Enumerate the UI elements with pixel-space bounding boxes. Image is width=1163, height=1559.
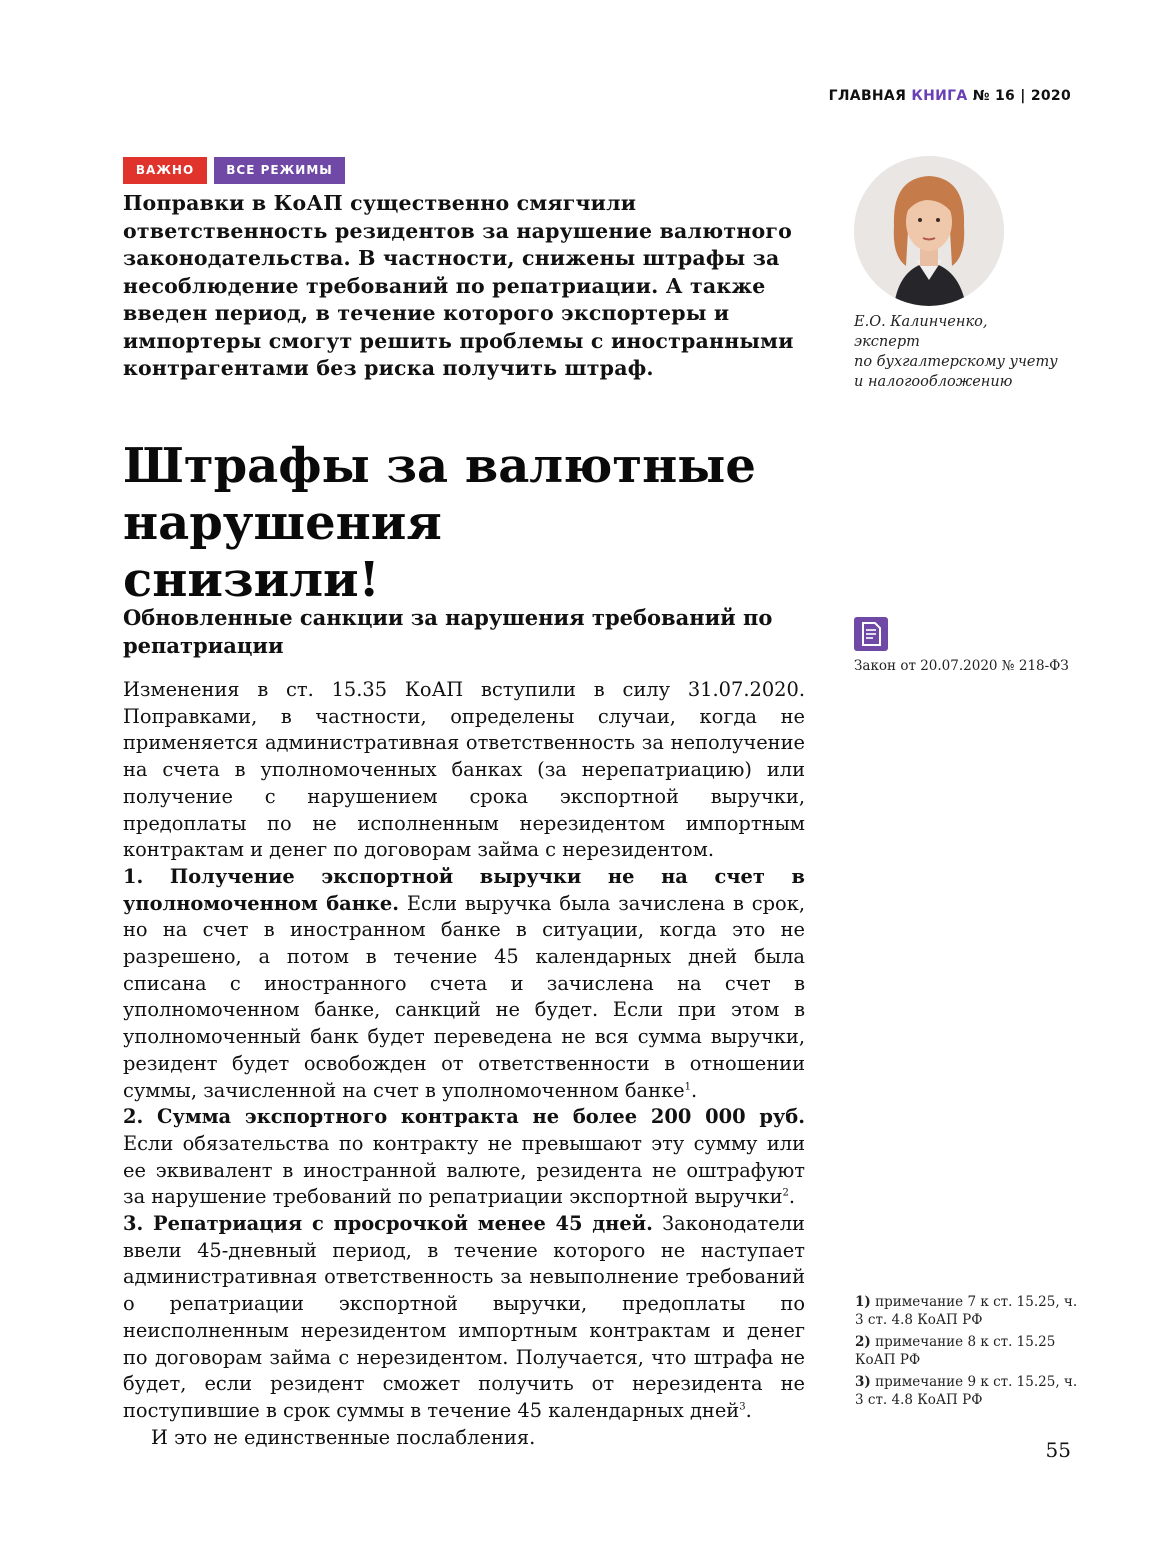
- tag-important: ВАЖНО: [123, 157, 207, 184]
- item-2-title: 2. Сумма экспортного контракта не более 200 000 руб.: [123, 1105, 805, 1129]
- author-name: Е.О. Калинченко,: [854, 314, 988, 330]
- article-title: [123, 438, 1083, 609]
- footnote-text: примечание 8 к ст. 15.25 КоАП РФ: [855, 1334, 1056, 1368]
- title-line-1: Штрафы за валютные нарушения: [123, 438, 756, 551]
- lead-paragraph: Поправки в КоАП существенно смягчили ответственность резидентов за нарушение валютного законодательства. В частности, снижены штрафы за несоблюдение требований по репатриации. А также введен период, в течение которого экспортеры и импортеры смогут решить проблемы с иностранными контрагентами без риска получить штраф.: [123, 191, 794, 380]
- law-reference: Закон от 20.07.2020 № 218-ФЗ: [854, 658, 1069, 674]
- author-portrait-icon: [854, 156, 1004, 306]
- item-3-title: 3. Репатриация с просрочкой менее 45 дней.: [123, 1212, 653, 1236]
- footnote-number: 3): [855, 1374, 871, 1390]
- footnote-number: 1): [855, 1294, 871, 1310]
- brand-first: ГЛАВНАЯ: [828, 88, 907, 104]
- list-item-1: 1. Получение экспортной выручки не на счет в уполномоченном банке. Если выручка была зачислена в срок, но на счет в иностранном банке в ситуации, когда это не разрешено, а потом в течение 45 календарных дней была списана с иностранного счета и зачислена на счет в уполномоченном банке, санкций не будет. Если при этом в уполномоченный банк будет переведена не вся сумма выручки, резидент будет освобожден от ответственности в отношении суммы, зачисленной на счет в уполномоченном банке$^1$.: [123, 864, 805, 1102]
- footnote-ref-3: 3: [739, 1401, 746, 1413]
- author-photo: [854, 156, 1004, 306]
- list-item-3: 3. Репатриация с просрочкой менее 45 дней. Законодатели ввели 45-дневный период, в течение которого не наступает административная ответственность за невыполнение требований о репатриации экспортной выручки, предоплаты по неисполненным нерезидентом импортным контрактам и денег по договорам займа с нерезидентом. Получается, что штрафа не будет, если резидент сможет получить от нерезидента не поступившие в срок суммы в течение 45 календарных дней$^3$.: [123, 1212, 805, 1422]
- list-item-2: 2. Сумма экспортного контракта не более 200 000 руб. Если обязательства по контракту не превышают эту сумму или ее эквивалент в иностранной валюте, резидента не оштрафуют за нарушение требований по репатриации экспортной выручки$^2$.: [123, 1105, 805, 1209]
- masthead: [829, 88, 1071, 104]
- section-heading: Обновленные санкции за нарушения требований по репатриации: [123, 605, 773, 658]
- footnote: [855, 1373, 1080, 1409]
- author-role-line-2: по бухгалтерскому учету: [854, 354, 1058, 370]
- item-3-text: Законодатели ввели 45-дневный период, в течение которого не наступает административная ответственность за невыполнение требований о репатриации экспортной выручки, предоплаты по неисполненным нерезидентом импортным контрактам и денег по договорам займа с нерезидентом. Получается, что штрафа не будет, если резидент сможет получить от нерезидента не поступившие в срок суммы в течение 45 календарных дней: [123, 1212, 805, 1422]
- footnote: [855, 1293, 1080, 1329]
- author-role-line-1: эксперт: [854, 334, 920, 350]
- page-number: 55: [1045, 1438, 1071, 1462]
- closing-paragraph: И это не единственные послабления.: [151, 1425, 536, 1449]
- item-2-text: Если обязательства по контракту не превышают эту сумму или ее эквивалент в иностранной валюте, резидента не оштрафуют за нарушение требований по репатриации экспортной выручки: [123, 1131, 805, 1209]
- footnote-text: примечание 7 к ст. 15.25, ч. 3 ст. 4.8 КоАП РФ: [855, 1294, 1078, 1328]
- intro-paragraph: Изменения в ст. 15.35 КоАП вступили в силу 31.07.2020. Поправками, в частности, определены случаи, когда не применяется административная ответственность за неполучение на счета в уполномоченных банках (за нерепатриацию) или получение с нарушением срока экспортной выручки, предоплаты по не исполненным нерезидентом импортным контрактам и денег по договорам займа с нерезидентом.: [123, 678, 805, 862]
- footnote-ref-2: 2: [782, 1187, 789, 1199]
- issue-number: № 16 | 2020: [972, 88, 1071, 104]
- article-body: [123, 677, 805, 1451]
- item-1-title: 1. Получение экспортной выручки не на счет в уполномоченном банке.: [123, 864, 805, 915]
- footnote: [855, 1333, 1080, 1369]
- author-caption: [854, 312, 1074, 392]
- footnotes: [855, 1293, 1080, 1413]
- footnote-ref-1: 1: [684, 1081, 691, 1093]
- footnote-text: примечание 9 к ст. 15.25, ч. 3 ст. 4.8 КоАП РФ: [855, 1374, 1078, 1408]
- brand-second: КНИГА: [911, 88, 968, 104]
- document-icon: [854, 617, 888, 651]
- title-line-2: снизили!: [123, 552, 380, 608]
- author-role-line-3: и налогообложению: [854, 374, 1013, 390]
- item-1-text: Если выручка была зачислена в срок, но на счет в иностранном банке в ситуации, когда это не разрешено, а потом в течение 45 календарных дней была списана с иностранного счета и зачислена на счет в уполномоченном банке, санкций не будет. Если при этом в уполномоченный банк будет переведена не вся сумма выручки, резидент будет освобожден от ответственности в отношении суммы, зачисленной на счет в уполномоченном банке: [123, 891, 805, 1102]
- footnote-number: 2): [855, 1334, 871, 1350]
- tag-all-regimes: ВСЕ РЕЖИМЫ: [214, 157, 345, 184]
